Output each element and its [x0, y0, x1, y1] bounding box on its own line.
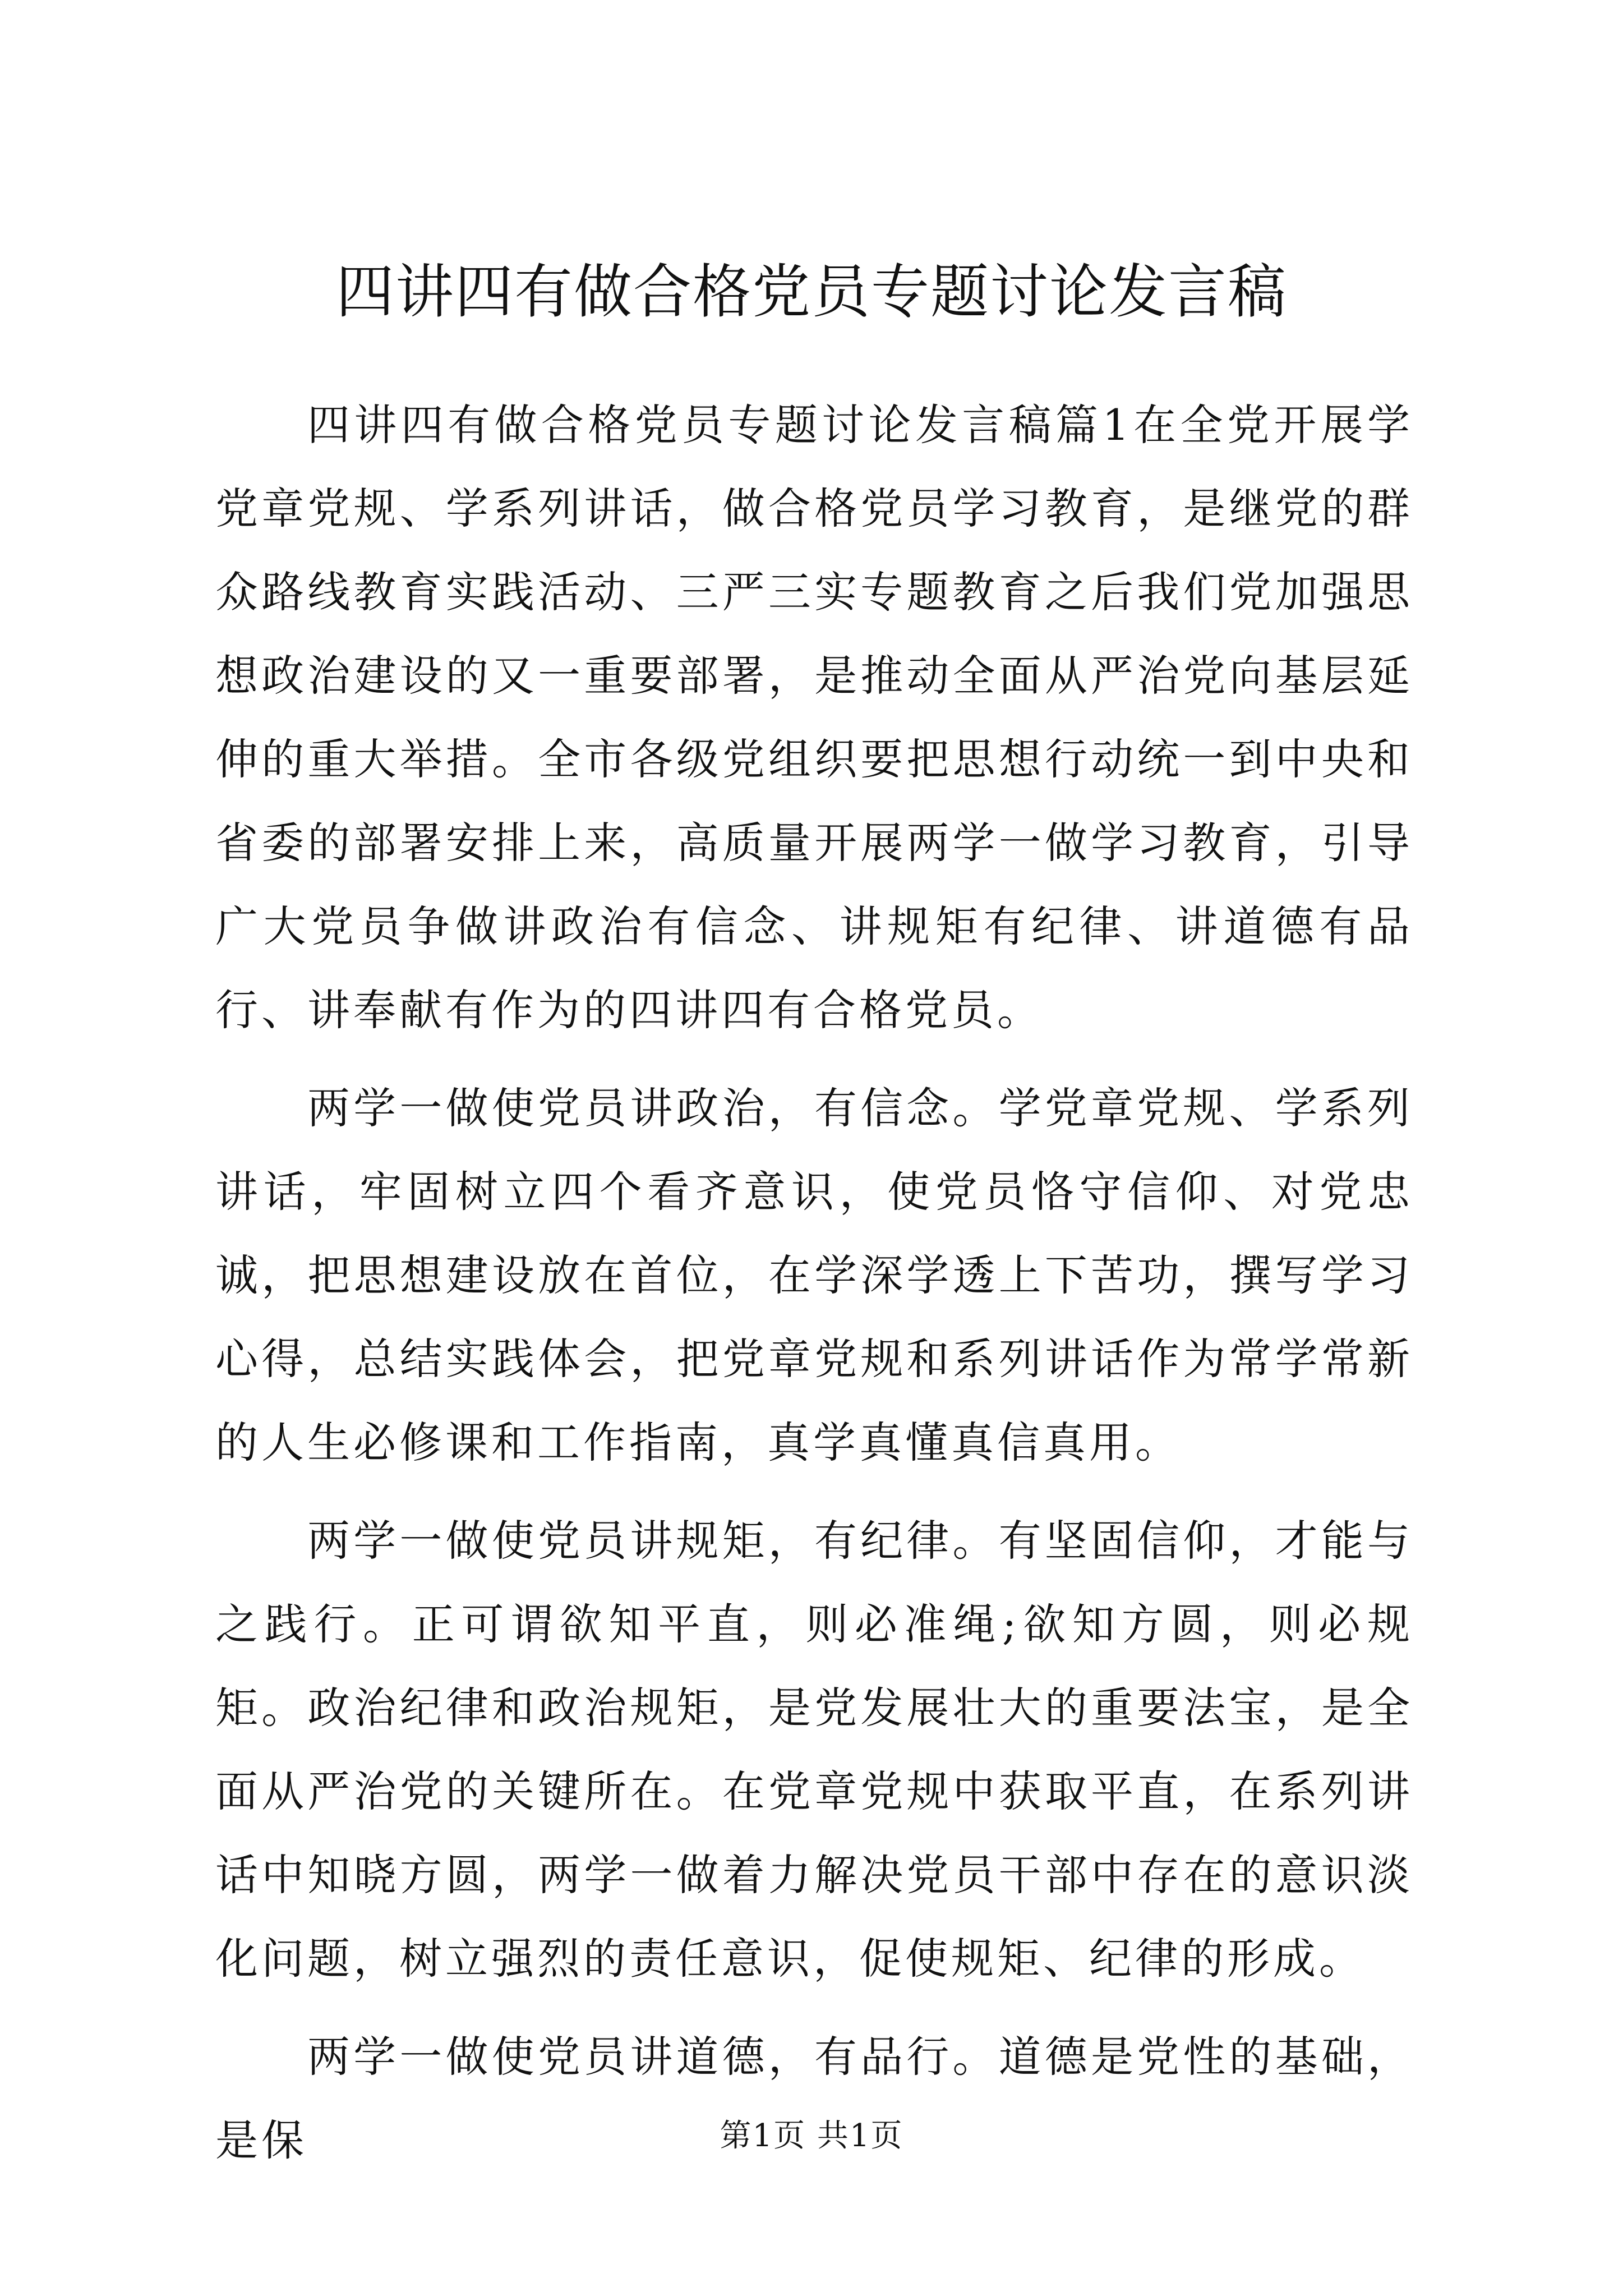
document-body: [215, 383, 1413, 2182]
document-title: 四讲四有做合格党员专题讨论发言稿: [335, 257, 1287, 326]
paragraph-2: 两学一做使党员讲政治，有信念。学党章党规、学系列讲话，牢固树立四个看齐意识，使党员恪守信仰、对党忠诚，把思想建设放在首位，在学深学透上下苦功，撰写学习心得，总结实践体会，把党章党规和系列讲话作为常学常新的人生必修课和工作指南，真学真懂真信真用。: [215, 1083, 1413, 1467]
paragraph-1: 四讲四有做合格党员专题讨论发言稿篇1在全党开展学党章党规、学系列讲话，做合格党员学习教育，是继党的群众路线教育实践活动、三严三实专题教育之后我们党加强思想政治建设的又一重要部署，是推动全面从严治党向基层延伸的重大举措。全市各级党组织要把思想行动统一到中央和省委的部署安排上来，高质量开展两学一做学习教育，引导广大党员争做讲政治有信念、讲规矩有纪律、讲道德有品行、讲奉献有作为的四讲四有合格党员。: [215, 400, 1413, 1035]
paragraph-3: 两学一做使党员讲规矩，有纪律。有坚固信仰，才能与之践行。正可谓欲知平直，则必准绳;欲知方圆，则必规矩。政治纪律和政治规矩，是党发展壮大的重要法宝，是全面从严治党的关键所在。在党章党规中获取平直，在系列讲话中知晓方圆，两学一做着力解决党员干部中存在的意识淡化问题，树立强烈的责任意识，促使规矩、纪律的形成。: [215, 1516, 1413, 1984]
paragraph-4: 两学一做使党员讲道德，有品行。道德是党性的基础，是保: [215, 2032, 1413, 2165]
page-footer: 第1页 共1页: [720, 2118, 903, 2154]
